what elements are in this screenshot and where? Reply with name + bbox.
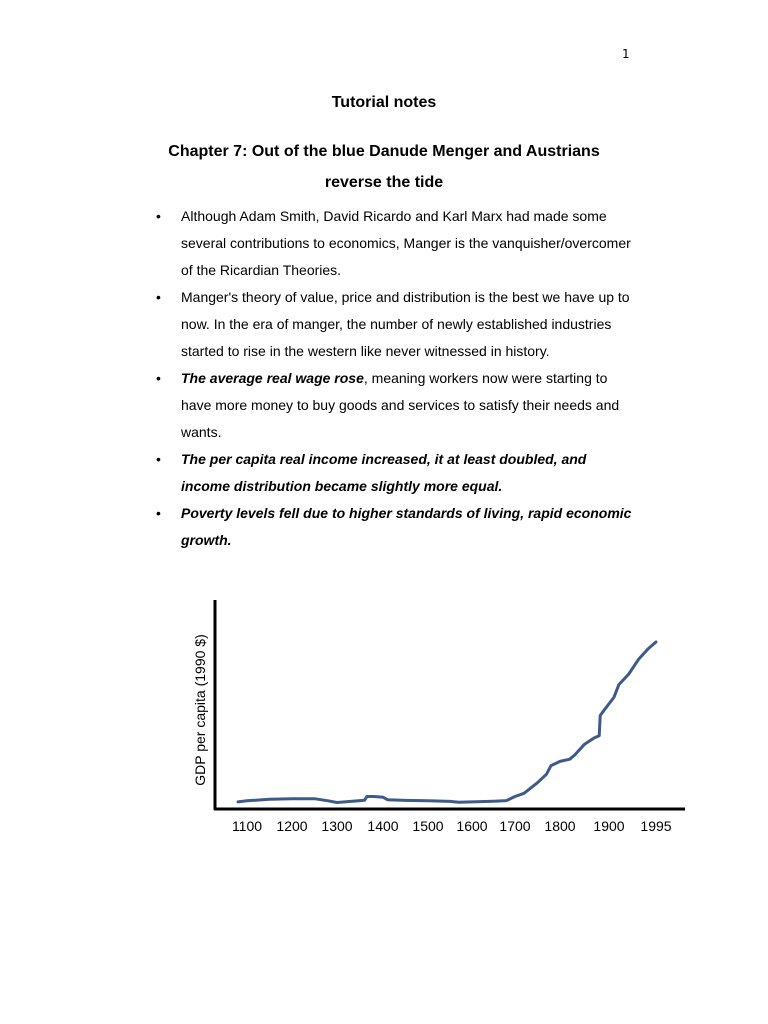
x-tick-label: 1995: [640, 818, 672, 834]
x-tick-label: 1300: [321, 818, 353, 834]
x-tick-label: 1900: [593, 818, 625, 834]
x-tick-label: 1800: [544, 818, 576, 834]
chapter-heading-line-1: Chapter 7: Out of the blue Danude Menger and Austrians: [168, 143, 600, 160]
y-axis-label: GDP per capita (1990 $): [192, 634, 208, 786]
chapter-heading-line-2: reverse the tide: [324, 174, 444, 191]
bullet-list: [152, 203, 632, 554]
bullet-item: [152, 446, 632, 500]
chapter-heading: [0, 136, 768, 198]
gdp-line-chart: [185, 590, 695, 840]
bullet-item: [152, 365, 632, 446]
bullet-text: , meaning workers now were starting to have more money to buy goods and services to satisfy their needs and wants.: [181, 370, 620, 440]
bullet-item: [152, 284, 632, 365]
x-tick-labels: [232, 818, 672, 834]
page-number: 1: [622, 47, 630, 61]
series-line: [238, 642, 656, 803]
x-tick-label: 1200: [276, 818, 308, 834]
x-tick-label: 1700: [499, 818, 531, 834]
x-tick-label: 1100: [231, 818, 263, 834]
x-tick-label: 1400: [367, 818, 399, 834]
bullet-emphasis: The per capita real income increased, it at least doubled, and income distribution became slightly more equal.: [181, 451, 587, 494]
bullet-item: [152, 203, 632, 284]
bullet-emphasis: Poverty levels fell due to higher standards of living, rapid economic growth.: [181, 505, 632, 548]
x-tick-label: 1500: [412, 818, 444, 834]
document-title: Tutorial notes: [331, 94, 437, 111]
bullet-text: Manger's theory of value, price and distribution is the best we have up to now. In the era of manger, the number of newly established industries started to rise in the western like never witnessed in history.: [181, 289, 630, 359]
x-tick-label: 1600: [456, 818, 488, 834]
bullet-text: Although Adam Smith, David Ricardo and Karl Marx had made some several contributions to economics, Manger is the vanquisher/overcomer of the Ricardian Theories.: [181, 208, 631, 278]
bullet-emphasis: The average real wage rose: [181, 370, 364, 386]
bullet-item: [152, 500, 632, 554]
